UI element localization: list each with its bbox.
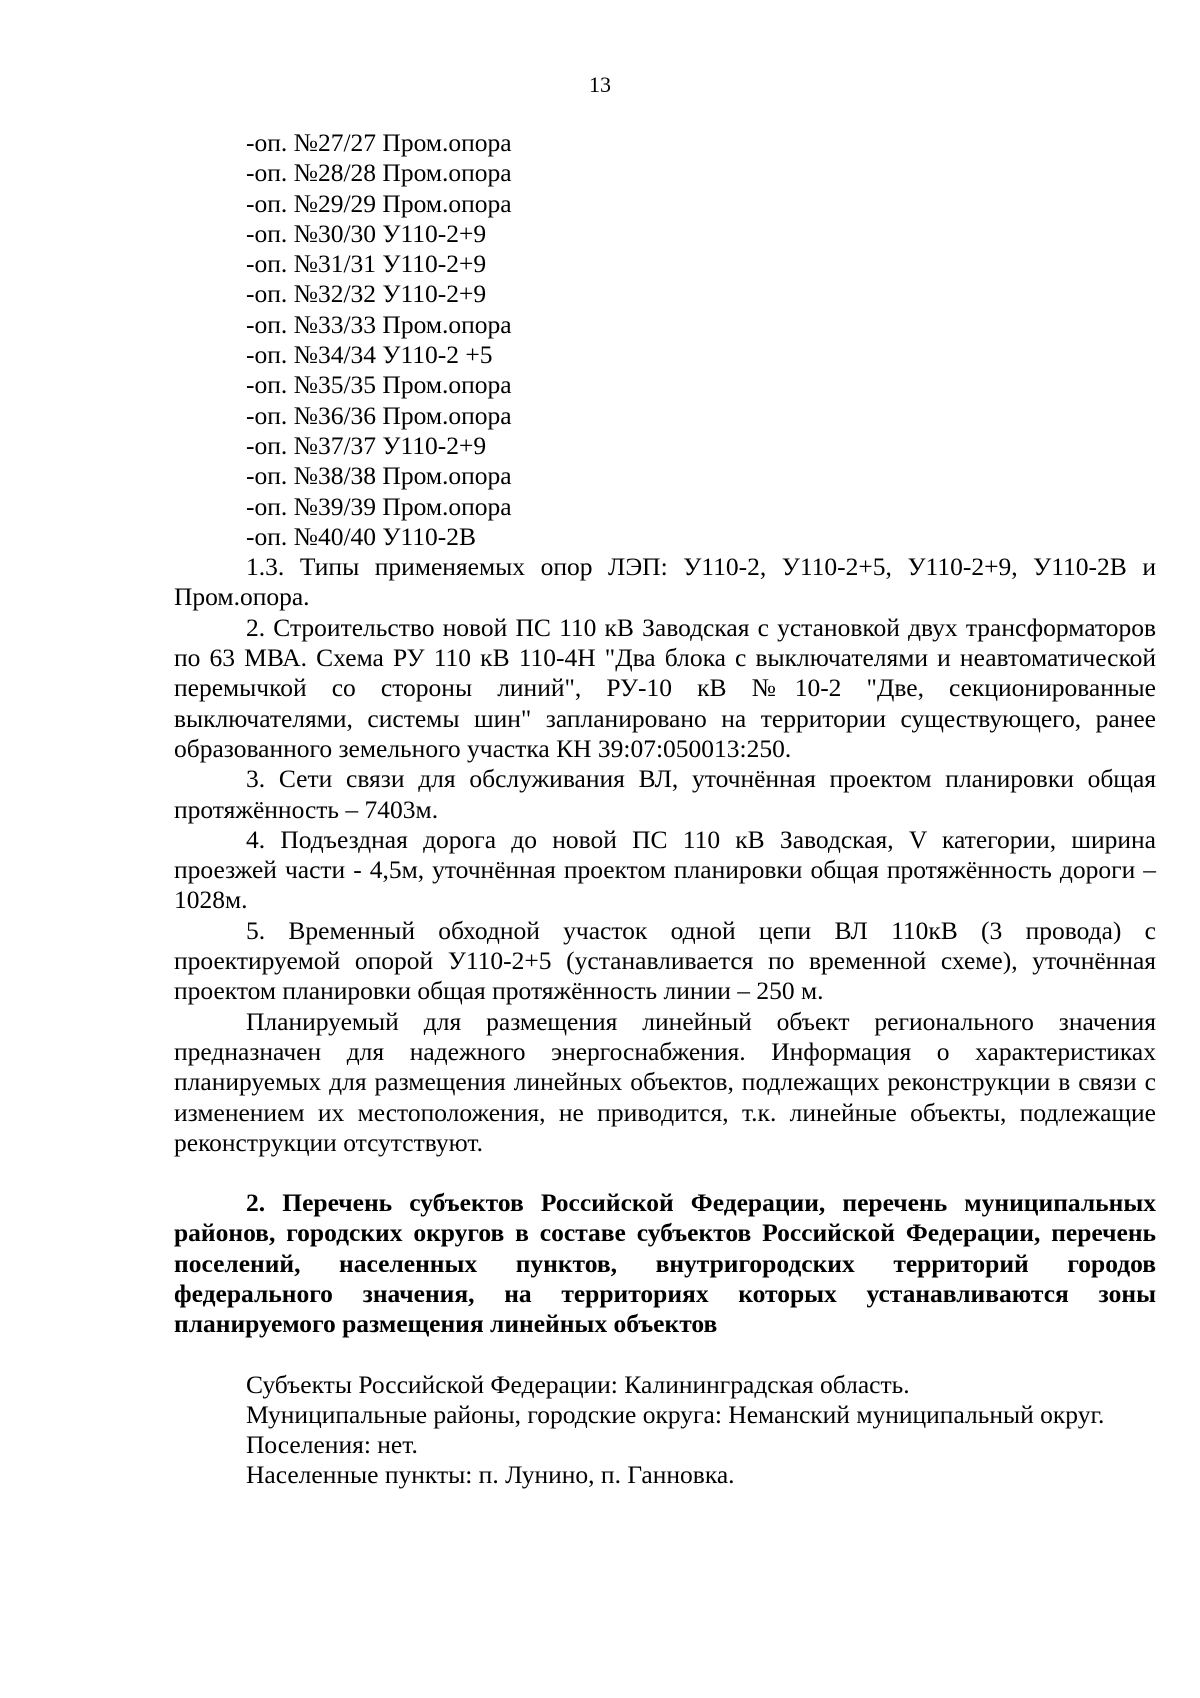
support-item: -оп. №30/30 У110-2+9 [246, 218, 487, 248]
support-item: -оп. №31/31 У110-2+9 [246, 249, 487, 279]
support-item: -оп. №39/39 Пром.опора [246, 491, 512, 521]
document-body [174, 128, 1156, 1491]
section-spacer [174, 1158, 1156, 1188]
support-item: -оп. №27/27 Пром.опора [246, 128, 512, 157]
support-item: -оп. №35/35 Пром.опора [246, 370, 512, 400]
paragraph-access-road: 4. Подъездная дорога до новой ПС 110 кВ Заводская, V категории, ширина проезжей части - 4,5м, уточнённая проектом планировки общая протяжённость дороги – 1028м. [174, 824, 1156, 915]
paragraph-communication-networks: 3. Сети связи для обслуживания ВЛ, уточнённая проектом планировки общая протяжённость – 7403м. [174, 764, 1156, 824]
subjects-municipal-districts: Муниципальные районы, городские округа: Неманский муниципальный округ. [246, 1399, 1105, 1429]
support-item: -оп. №40/40 У110-2В [246, 521, 477, 551]
subjects-list [174, 1370, 1156, 1491]
subjects-federation: Субъекты Российской Федерации: Калининградская область. [246, 1369, 910, 1399]
support-item: -оп. №34/34 У110-2 +5 [246, 340, 493, 370]
subjects-localities: Населенные пункты: п. Лунино, п. Ганновка. [246, 1460, 735, 1490]
paragraph-regional-object: Планируемый для размещения линейный объект регионального значения предназначен для надежного энергоснабжения. Информация о характеристиках планируемых для размещения линейных объектов, подлежащих реконструкции в связи с изменением их местоположения, не приводится, т.к. линейные объекты, подлежащие реконструкции отсутствуют. [174, 1006, 1156, 1157]
paragraph-temporary-bypass: 5. Временный обходной участок одной цепи ВЛ 110кВ (3 провода) с проектируемой опорой У110-2+5 (устанавливается по временной схеме), уточнённая проектом планировки общая протяжённость линии – 250 м. [174, 915, 1156, 1006]
subjects-settlements: Поселения: нет. [246, 1430, 418, 1460]
section-spacer [174, 1340, 1156, 1370]
paragraph-support-types: 1.3. Типы применяемых опор ЛЭП: У110-2, У110-2+5, У110-2+9, У110-2В и Пром.опора. [174, 552, 1156, 612]
support-item: -оп. №29/29 Пром.опора [246, 188, 512, 218]
support-list [174, 128, 1156, 552]
support-item: -оп. №37/37 У110-2+9 [246, 430, 487, 460]
support-item: -оп. №28/28 Пром.опора [246, 158, 512, 188]
support-item: -оп. №32/32 У110-2+9 [246, 279, 487, 309]
support-item: -оп. №33/33 Пром.опора [246, 309, 512, 339]
section-heading: 2. Перечень субъектов Российской Федерации, перечень муниципальных районов, городских округов в составе субъектов Российской Федерации, перечень поселений, населенных пунктов, внутригородских территорий городов федерального значения, на территориях которых устанавливаются зоны планируемого размещения линейных объектов [174, 1188, 1156, 1339]
paragraph-substation: 2. Строительство новой ПС 110 кВ Заводская с установкой двух трансформаторов по 63 МВА. Схема РУ 110 кВ 110-4Н "Два блока с выключателями и неавтоматической перемычкой со стороны линий", РУ-10 кВ №10-2 "Две, секционированные выключателями, системы шин" запланировано на территории существующего, ранее образованного земельного участка КН 39:07:050013:250. [174, 612, 1156, 763]
support-item: -оп. №36/36 Пром.опора [246, 400, 512, 430]
support-item: -оп. №38/38 Пром.опора [246, 461, 512, 491]
page-number: 13 [589, 72, 611, 97]
